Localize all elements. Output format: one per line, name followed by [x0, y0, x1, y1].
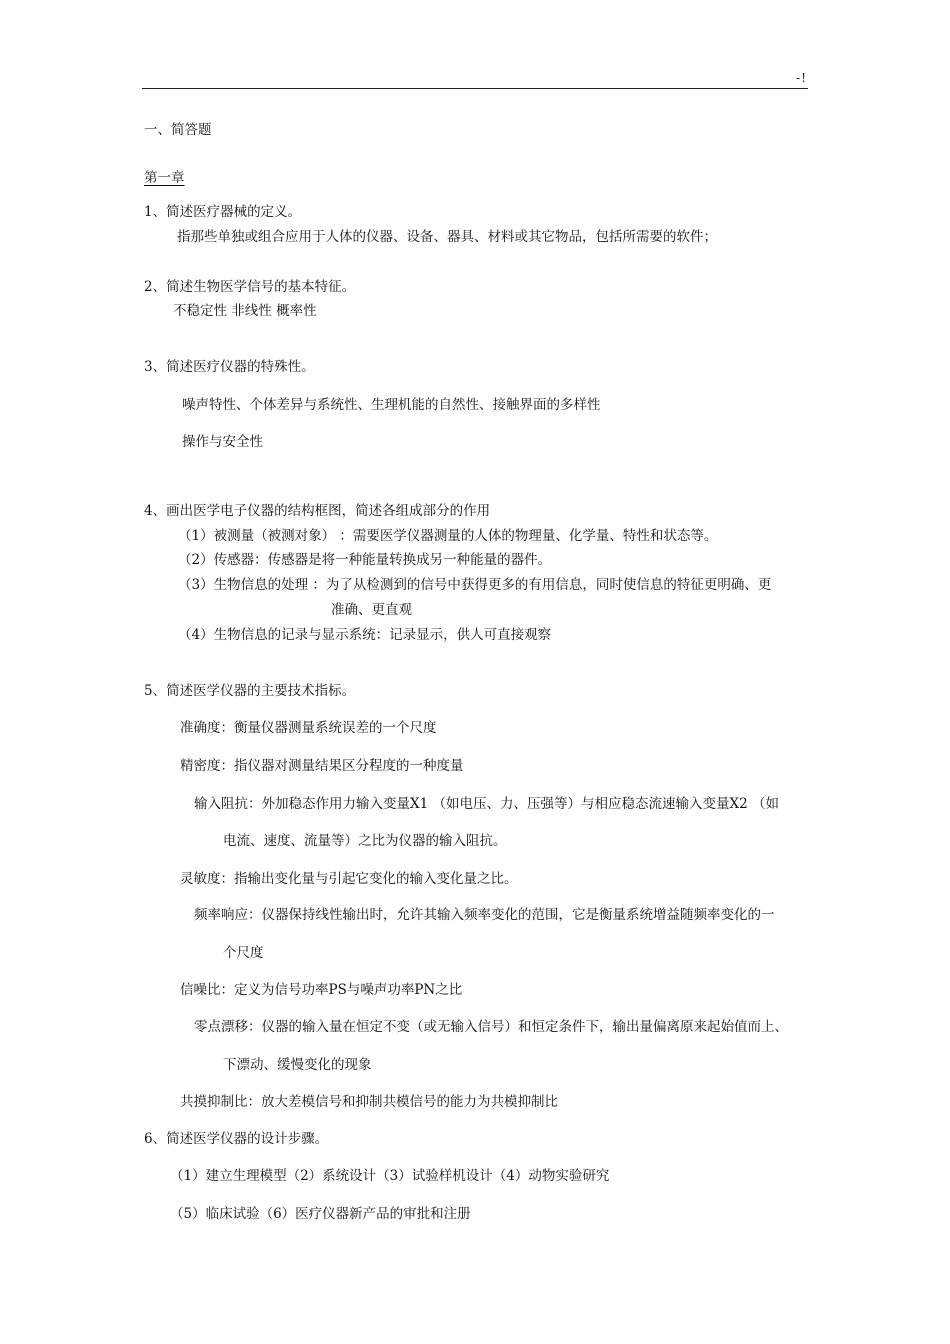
metric-impedance-line2: 电流、速度、流量等）之比为仪器的输入阻抗。 [223, 833, 507, 849]
metric-snr: 信噪比：定义为信号功率PS与噪声功率PN之比 [180, 982, 463, 998]
header-rule [142, 88, 808, 89]
metric-drift-line2: 下漂动、缓慢变化的现象 [223, 1057, 372, 1073]
answer-2: 不稳定性 非线性 概率性 [173, 303, 317, 319]
header-mark: -! [796, 71, 807, 85]
metric-sensitivity: 灵敏度：指输出变化量与引起它变化的输入变化量之比。 [180, 871, 518, 887]
answer-3-line2: 操作与安全性 [182, 434, 263, 450]
answer-1: 指那些单独或组合应用于人体的仪器、设备、器具、材料或其它物品，包括所需要的软件； [177, 229, 717, 245]
design-steps-line1: （1）建立生理模型（2）系统设计（3）试验样机设计（4）动物实验研究 [170, 1168, 610, 1184]
metric-cmrr: 共摸抑制比：放大差模信号和抑制共模信号的能力为共模抑制比 [180, 1094, 558, 1110]
metric-frequency-line1: 频率响应：仪器保持线性输出时，允许其输入频率变化的范围，它是衡量系统增益随频率变化的一 [194, 907, 775, 923]
q4-item-2: （2）传感器：传感器是将一种能量转换成另一种能量的器件。 [178, 552, 552, 568]
chapter-heading: 第一章 [144, 170, 185, 186]
question-2: 2、简述生物医学信号的基本特征。 [144, 279, 356, 295]
metric-frequency-line2: 个尺度 [223, 945, 264, 961]
q4-item-3-line1: （3）生物信息的处理 ：为了从检测到的信号中获得更多的有用信息，同时使信息的特征更明确、更 [178, 577, 772, 593]
question-4: 4、画出医学电子仪器的结构框图，简述各组成部分的作用 [144, 503, 491, 519]
metric-precision: 精密度：指仪器对测量结果区分程度的一种度量 [180, 758, 464, 774]
metric-accuracy: 准确度：衡量仪器测量系统误差的一个尺度 [180, 720, 437, 736]
question-3: 3、简述医疗仪器的特殊性。 [144, 359, 315, 375]
metric-drift-line1: 零点漂移：仪器的输入量在恒定不变（或无输入信号）和恒定条件下，输出量偏离原来起始值而上、 [194, 1019, 788, 1035]
q4-item-1: （1）被测量（被测对象） ：需要医学仪器测量的人体的物理量、化学量、特性和状态等。 [178, 528, 718, 544]
q4-item-3-line2: 准确、更直观 [331, 602, 412, 618]
q4-item-4: （4）生物信息的记录与显示系统：记录显示，供人可直接观察 [178, 627, 552, 643]
question-1: 1、简述医疗器械的定义。 [144, 204, 302, 220]
metric-impedance-line1: 输入阻抗：外加稳态作用力输入变量X1 （如电压、力、压强等）与相应稳态流速输入变量X2 （如 [194, 796, 779, 812]
question-6: 6、简述医学仪器的设计步骤。 [144, 1131, 329, 1147]
question-5: 5、简述医学仪器的主要技术指标。 [144, 683, 356, 699]
design-steps-line2: （5）临床试验（6）医疗仪器新产品的审批和注册 [170, 1206, 471, 1222]
answer-3-line1: 噪声特性、个体差异与系统性、生理机能的自然性、接触界面的多样性 [182, 397, 601, 413]
section-title: 一、简答题 [144, 122, 212, 138]
